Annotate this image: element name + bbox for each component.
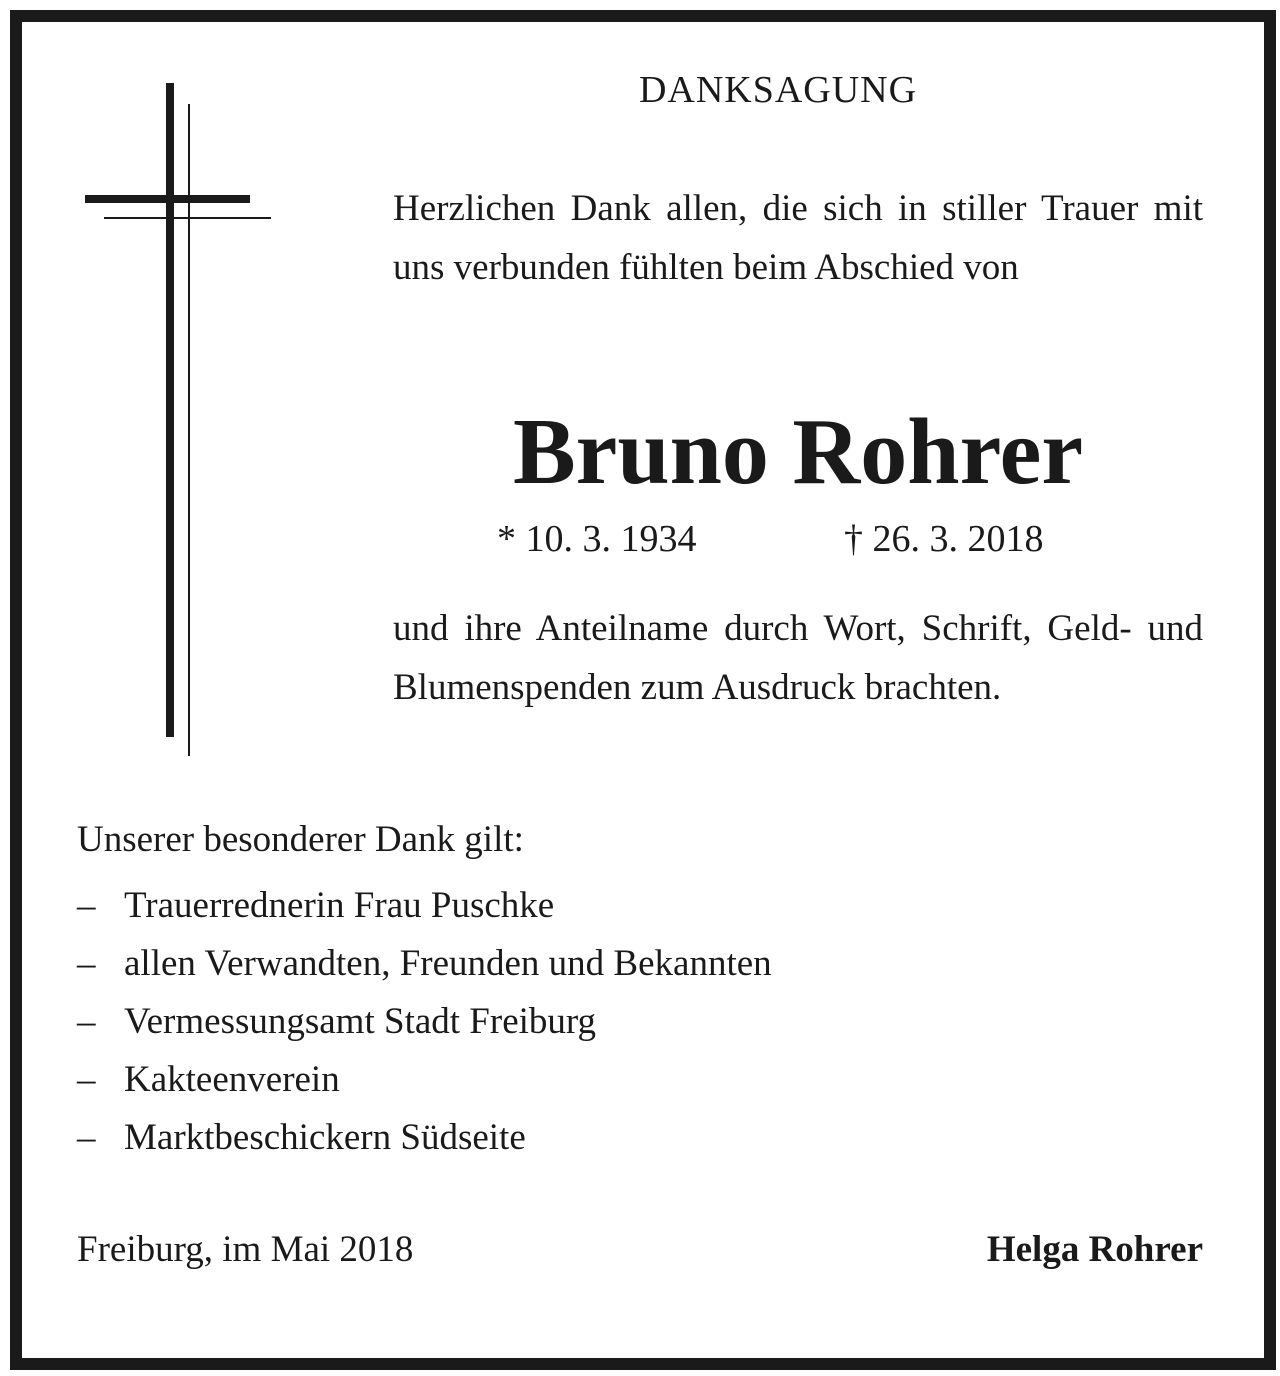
- thanks-title: Unserer besonderer Dank gilt:: [77, 819, 524, 860]
- list-item-label: Trauerrednerin Frau Puschke: [124, 885, 555, 926]
- cross-icon: [0, 0, 300, 780]
- dash-icon: –: [77, 885, 96, 926]
- death-date: † 26. 3. 2018: [844, 518, 1044, 560]
- list-item-label: Marktbeschickern Südseite: [124, 1117, 526, 1158]
- notice-heading: DANKSAGUNG: [638, 69, 918, 111]
- list-item: [77, 1109, 772, 1167]
- cross-horizontal-line: [104, 217, 271, 219]
- place-date: Freiburg, im Mai 2018: [77, 1229, 414, 1270]
- list-item: [77, 1051, 772, 1109]
- intro-text: Herzlichen Dank allen, die sich in stiller Trauer mit uns verbunden fühlten beim Abschied von: [393, 188, 1203, 288]
- gratitude-text: und ihre Anteilname durch Wort, Schrift, Geld- und Blumenspenden zum Ausdruck brachten.: [393, 608, 1203, 708]
- dash-icon: –: [77, 1001, 96, 1042]
- cross-horizontal-bar: [85, 195, 250, 203]
- list-item-label: Vermessungsamt Stadt Freiburg: [124, 1001, 597, 1042]
- list-item: [77, 993, 772, 1051]
- cross-vertical-bar: [166, 83, 174, 737]
- list-item: [77, 877, 772, 935]
- signature: Helga Rohrer: [986, 1229, 1203, 1270]
- dash-icon: –: [77, 1059, 96, 1100]
- list-item-label: allen Verwandten, Freunden und Bekannten: [124, 943, 772, 984]
- dash-icon: –: [77, 943, 96, 984]
- deceased-name: Bruno Rohrer: [512, 400, 1084, 504]
- dash-icon: –: [77, 1117, 96, 1158]
- thanks-list: [77, 877, 772, 1167]
- birth-date: * 10. 3. 1934: [497, 518, 697, 560]
- list-item-label: Kakteenverein: [124, 1059, 340, 1100]
- list-item: [77, 935, 772, 993]
